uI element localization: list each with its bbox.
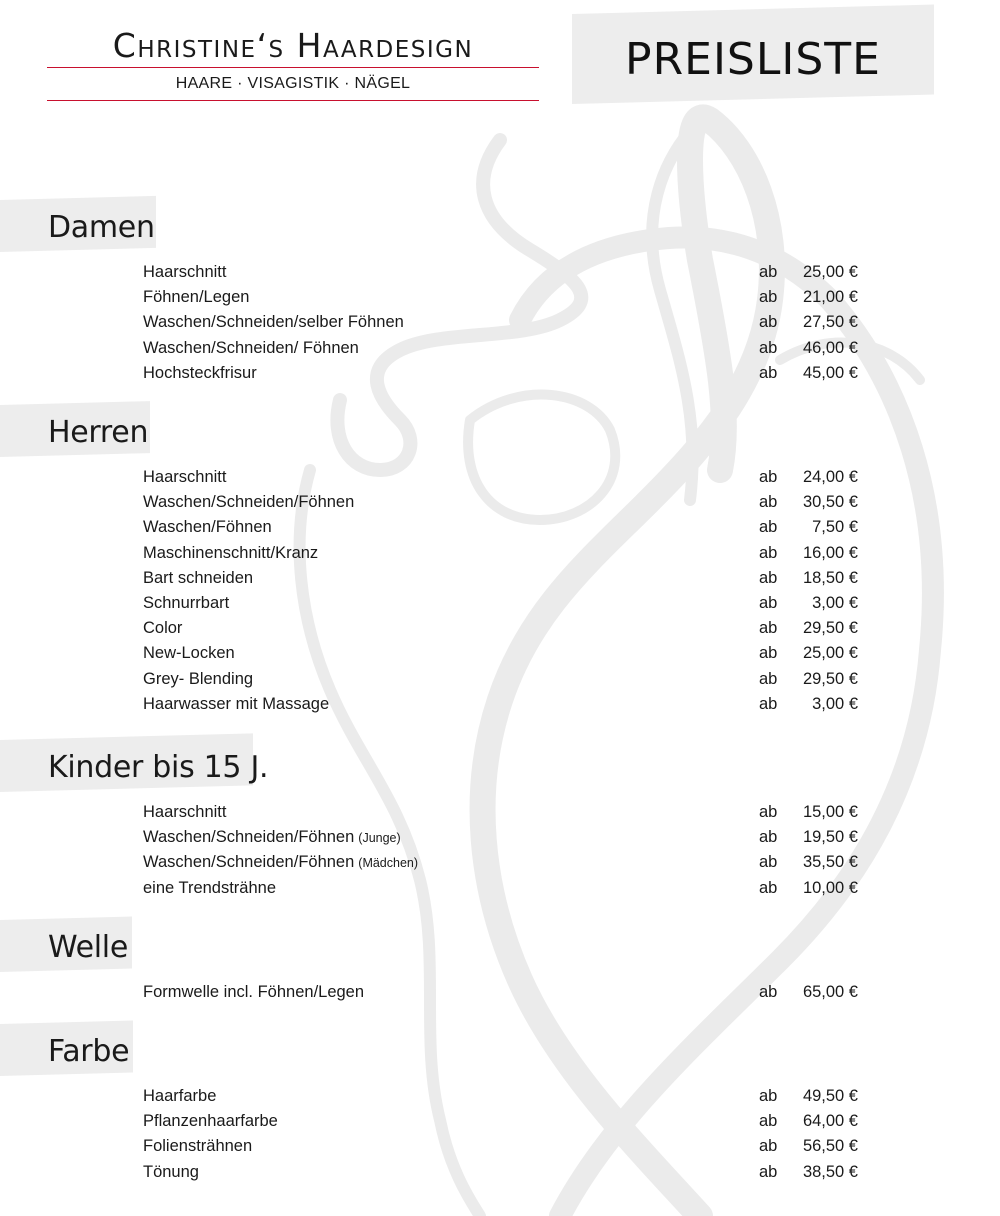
service-name	[143, 260, 226, 285]
section-title: Welle	[48, 930, 128, 965]
service-name	[143, 566, 253, 591]
price-value: 10,00 €	[802, 878, 858, 897]
service-label: Pflanzenhaarfarbe	[143, 1112, 278, 1131]
price-row	[0, 336, 1000, 361]
price-row	[0, 591, 1000, 616]
service-name	[143, 850, 418, 876]
price-list	[0, 980, 1000, 1005]
price-row	[0, 285, 1000, 310]
price-prefix: ab	[759, 803, 778, 821]
price-prefix: ab	[759, 853, 778, 872]
price-value: 38,50 €	[802, 1162, 858, 1181]
price-prefix: ab	[759, 493, 778, 512]
price-row	[0, 1084, 1000, 1109]
service-label: Waschen/Schneiden/selber Föhnen	[143, 313, 404, 332]
price-prefix: ab	[759, 1162, 778, 1181]
brand-name: Christine‘s Haardesign	[112, 26, 474, 65]
service-name	[143, 285, 249, 310]
service-label: Waschen/Schneiden/ Föhnen	[143, 338, 359, 357]
price-prefix: ab	[759, 694, 778, 713]
price-value: 3,00 €	[812, 694, 858, 713]
service-name	[143, 641, 235, 666]
service-label: Foliensträhnen	[143, 1137, 253, 1156]
price-value: 35,50 €	[802, 853, 858, 872]
price-list	[0, 465, 1000, 717]
price-row	[0, 641, 1000, 666]
price-value: 49,50 €	[802, 1087, 858, 1105]
price-prefix: ab	[759, 468, 778, 486]
service-name	[143, 591, 229, 616]
price-value: 29,50 €	[802, 669, 858, 688]
price-prefix: ab	[759, 263, 778, 281]
price-value: 27,50 €	[802, 313, 858, 332]
section-title: Damen	[48, 210, 155, 245]
price-row	[0, 1134, 1000, 1159]
price-value: 45,00 €	[802, 363, 858, 382]
service-name	[143, 361, 257, 386]
price-prefix: ab	[759, 288, 778, 307]
service-name	[143, 336, 359, 361]
service-name	[143, 980, 364, 1005]
service-label: eine Trendsträhne	[143, 878, 277, 897]
service-name	[143, 310, 404, 335]
brand-tagline: HAARE · VISAGISTIK · NÄGEL	[175, 75, 411, 92]
price-prefix: ab	[759, 1087, 778, 1105]
service-note: (Junge)	[358, 831, 401, 846]
price-value: 25,00 €	[802, 263, 858, 281]
service-label: Waschen/Schneiden/Föhnen	[143, 493, 355, 512]
price-value: 3,00 €	[812, 593, 858, 612]
price-prefix: ab	[759, 1112, 778, 1131]
service-label: Waschen/Föhnen	[143, 518, 272, 537]
service-name	[143, 1084, 216, 1109]
service-name	[143, 1134, 252, 1159]
price-value: 29,50 €	[802, 619, 858, 638]
service-label: Maschinenschnitt/Kranz	[143, 543, 319, 562]
price-row	[0, 361, 1000, 386]
service-name	[143, 667, 253, 692]
service-label: Haarschnitt	[143, 263, 227, 281]
service-name	[143, 616, 182, 641]
price-list	[0, 1084, 1000, 1185]
service-label: New-Locken	[143, 644, 235, 663]
price-row	[0, 566, 1000, 591]
service-label: Bart schneiden	[143, 568, 254, 587]
service-label: Tönung	[143, 1162, 199, 1181]
price-list	[0, 260, 1000, 386]
price-prefix: ab	[759, 338, 778, 357]
service-label: Formwelle incl. Föhnen/Legen	[143, 983, 365, 1001]
price-prefix: ab	[759, 828, 778, 847]
price-prefix: ab	[759, 518, 778, 537]
price-value: 56,50 €	[802, 1137, 858, 1156]
price-row	[0, 490, 1000, 515]
price-value: 7,50 €	[812, 518, 858, 537]
price-row	[0, 1109, 1000, 1134]
price-prefix: ab	[759, 619, 778, 638]
service-label: Waschen/Schneiden/Föhnen	[143, 828, 355, 847]
section-title: Kinder bis 15 J.	[48, 750, 269, 785]
price-row	[0, 876, 1000, 901]
service-label: Hochsteckfrisur	[143, 363, 257, 382]
price-row	[0, 465, 1000, 490]
brand-divider	[47, 67, 539, 68]
price-prefix: ab	[759, 543, 778, 562]
page-title: PREISLISTE	[625, 34, 881, 85]
price-prefix: ab	[759, 1137, 778, 1156]
section-title: Herren	[48, 415, 149, 450]
price-row	[0, 667, 1000, 692]
price-row	[0, 825, 1000, 850]
price-list	[0, 800, 1000, 901]
price-value: 21,00 €	[802, 288, 858, 307]
price-value: 16,00 €	[802, 543, 858, 562]
price-prefix: ab	[759, 878, 778, 897]
section-title: Farbe	[48, 1034, 130, 1069]
price-row	[0, 541, 1000, 566]
price-value: 64,00 €	[802, 1112, 858, 1131]
service-label: Haarschnitt	[143, 803, 227, 821]
service-name	[143, 541, 318, 566]
price-value: 65,00 €	[802, 983, 858, 1001]
service-label: Grey- Blending	[143, 669, 254, 688]
price-value: 18,50 €	[802, 568, 858, 587]
price-value: 15,00 €	[802, 803, 858, 821]
price-row	[0, 310, 1000, 335]
price-value: 24,00 €	[802, 468, 858, 486]
price-row	[0, 515, 1000, 540]
service-label: Haarwasser mit Massage	[143, 694, 330, 713]
service-name	[143, 825, 401, 851]
price-value: 30,50 €	[802, 493, 858, 512]
service-label: Schnurrbart	[143, 593, 230, 612]
price-prefix: ab	[759, 669, 778, 688]
service-label: Haarfarbe	[143, 1087, 217, 1105]
service-label: Föhnen/Legen	[143, 288, 250, 307]
service-label: Haarschnitt	[143, 468, 227, 486]
service-name	[143, 800, 226, 825]
price-value: 46,00 €	[802, 338, 858, 357]
price-prefix: ab	[759, 983, 778, 1001]
price-prefix: ab	[759, 313, 778, 332]
price-value: 19,50 €	[802, 828, 858, 847]
brand-divider	[47, 100, 539, 101]
service-label: Color	[143, 619, 183, 638]
price-row	[0, 260, 1000, 285]
price-prefix: ab	[759, 363, 778, 382]
price-row	[0, 850, 1000, 875]
price-value: 25,00 €	[802, 644, 858, 663]
price-row	[0, 692, 1000, 717]
service-name	[143, 876, 276, 901]
service-name	[143, 1160, 199, 1185]
price-row	[0, 616, 1000, 641]
service-note: (Mädchen)	[358, 856, 419, 871]
price-prefix: ab	[759, 593, 778, 612]
service-name	[143, 692, 329, 717]
price-row	[0, 800, 1000, 825]
price-prefix: ab	[759, 644, 778, 663]
service-name	[143, 490, 354, 515]
service-name	[143, 465, 226, 490]
price-row	[0, 980, 1000, 1005]
service-name	[143, 515, 272, 540]
price-prefix: ab	[759, 568, 778, 587]
service-name	[143, 1109, 278, 1134]
service-label: Waschen/Schneiden/Föhnen	[143, 853, 355, 872]
brand-block	[47, 26, 539, 101]
price-row	[0, 1160, 1000, 1185]
